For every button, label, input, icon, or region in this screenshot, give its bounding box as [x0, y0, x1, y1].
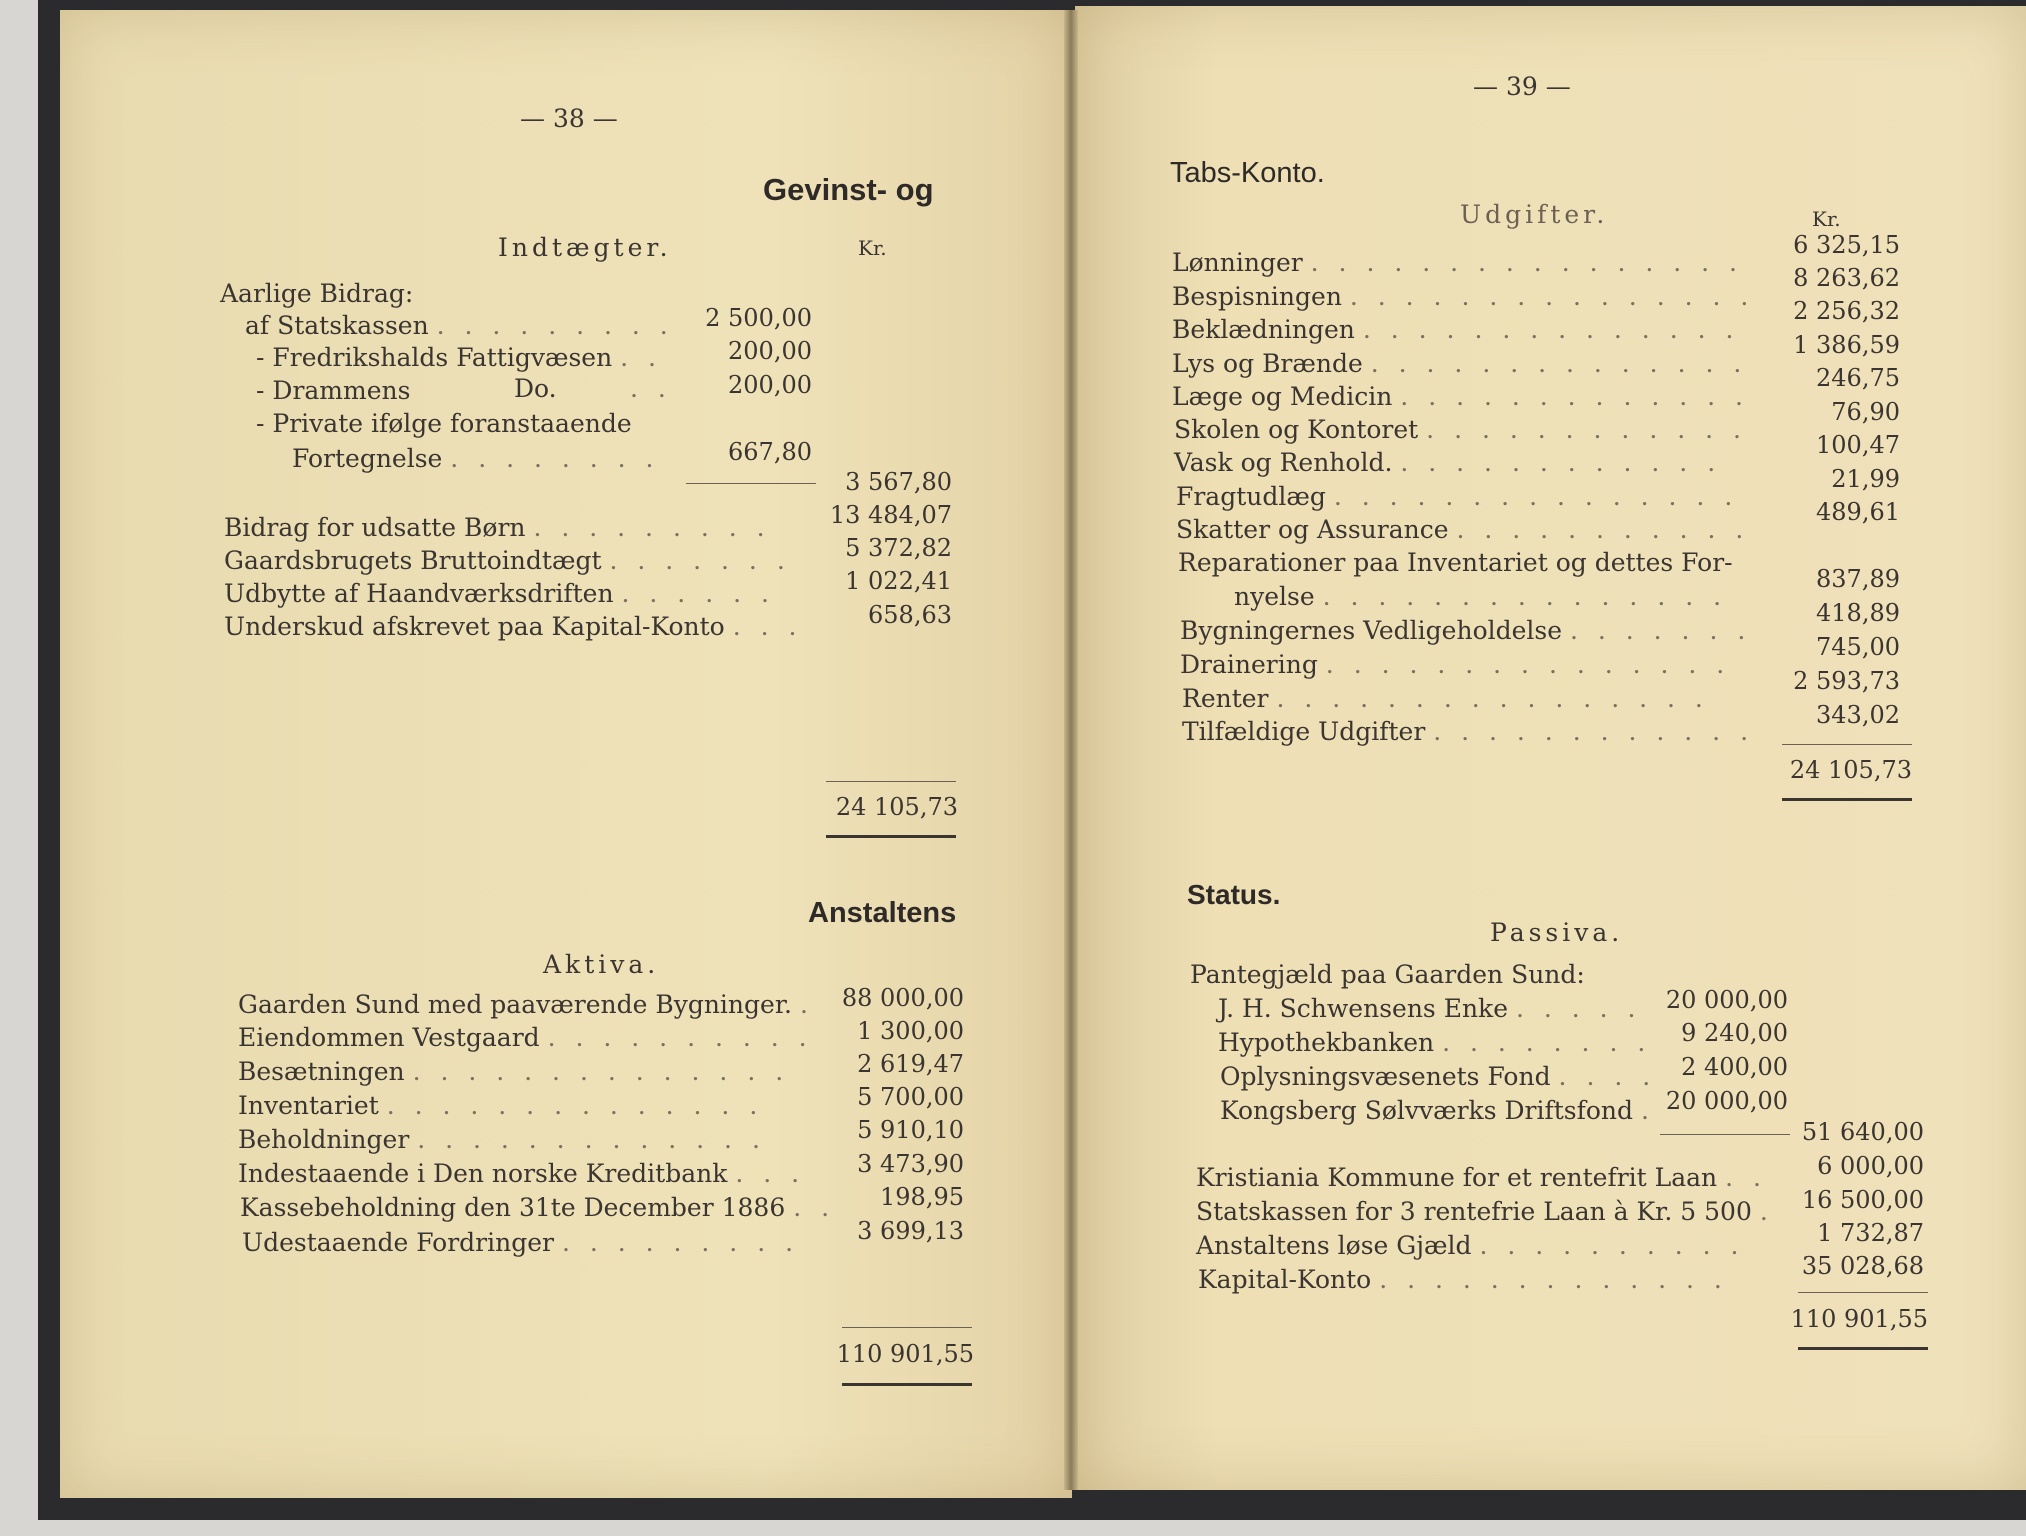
- list-item: Fragtudlæg . . . . . . . . . . . . . . .: [1176, 482, 1739, 511]
- list-item: Reparationer paa Inventariet og dettes For-: [1178, 548, 1733, 577]
- gain-heading: Gevinst- og: [763, 172, 934, 207]
- list-item: Drainering . . . . . . . . . . . . . . .: [1180, 650, 1731, 679]
- amount: 1 732,87: [1817, 1219, 1924, 1247]
- mortgage-subtotal: 51 640,00: [1801, 1118, 1924, 1146]
- total-rule: [1782, 744, 1912, 745]
- amount: 2 256,32: [1793, 297, 1900, 325]
- amount: 1 022,41: [845, 567, 952, 595]
- list-item: Fortegnelse . . . . . . . .: [292, 444, 660, 473]
- list-item: - Private ifølge foranstaaende: [256, 409, 632, 438]
- list-item: Bespisningen . . . . . . . . . . . . . . .: [1172, 282, 1755, 311]
- amount: 88 000,00: [841, 984, 964, 1012]
- dots: . .: [630, 374, 672, 403]
- amount: 418,89: [1816, 599, 1900, 627]
- list-item: Anstaltens løse Gjæld . . . . . . . . . .: [1196, 1231, 1745, 1260]
- amount: 20 000,00: [1665, 1087, 1788, 1115]
- list-item: - Drammens: [256, 376, 411, 405]
- amount: 9 240,00: [1681, 1019, 1788, 1047]
- list-item: Beklædningen . . . . . . . . . . . . . .: [1172, 315, 1740, 344]
- amount: 21,99: [1831, 465, 1900, 493]
- total-rule: [1798, 1292, 1928, 1293]
- list-item: - Fredrikshalds Fattigvæsen . .: [256, 343, 662, 372]
- amount: 837,89: [1816, 565, 1900, 593]
- liabilities-label: Passiva.: [1490, 918, 1624, 947]
- amount: 6 325,15: [1793, 231, 1900, 259]
- list-item: Læge og Medicin . . . . . . . . . . . . .: [1172, 382, 1749, 411]
- list-item: Gaarden Sund med paaværende Bygninger. .: [238, 990, 814, 1019]
- amount: 2 593,73: [1793, 667, 1900, 695]
- amount: 5 910,10: [857, 1116, 964, 1144]
- amount: 20 000,00: [1665, 986, 1788, 1014]
- amount: 667,80: [728, 438, 812, 466]
- double-rule: [1782, 798, 1912, 801]
- list-item: nyelse . . . . . . . . . . . . . . .: [1234, 582, 1728, 611]
- expense-total: 24 105,73: [1789, 756, 1912, 784]
- list-item: Inventariet . . . . . . . . . . . . . .: [238, 1091, 764, 1120]
- list-item: Underskud afskrevet paa Kapital-Konto . . .: [224, 612, 803, 641]
- list-item: Kassebeholdning den 31te December 1886 . .: [240, 1193, 836, 1222]
- list-item: Lønninger . . . . . . . . . . . . . . . .: [1172, 248, 1744, 277]
- income-total: 24 105,73: [835, 793, 958, 821]
- list-item: Gaardsbrugets Bruttoindtægt . . . . . . .: [224, 546, 791, 575]
- right-currency: Kr.: [1812, 207, 1841, 231]
- amount: 200,00: [728, 371, 812, 399]
- amount: 13 484,07: [829, 501, 952, 529]
- right-page-number: — 39 —: [1473, 72, 1571, 101]
- list-item: Skolen og Kontoret . . . . . . . . . . . .: [1174, 415, 1747, 444]
- amount: 1 300,00: [857, 1017, 964, 1045]
- amount: 100,47: [1816, 431, 1900, 459]
- double-rule: [1798, 1347, 1928, 1350]
- list-item: af Statskassen . . . . . . . . .: [245, 311, 674, 340]
- amount: 35 028,68: [1801, 1252, 1924, 1280]
- amount: 6 000,00: [1817, 1152, 1924, 1180]
- amount: 76,90: [1831, 398, 1900, 426]
- list-item: Eiendommen Vestgaard . . . . . . . . . .: [238, 1023, 813, 1052]
- list-item: Kristiania Kommune for et rentefrit Laan . .: [1196, 1163, 1767, 1192]
- institution-heading: Anstaltens: [808, 897, 957, 929]
- amount: 16 500,00: [1801, 1186, 1924, 1214]
- list-item: Indestaaende i Den norske Kreditbank . . .: [238, 1159, 806, 1188]
- amount: 343,02: [1816, 701, 1900, 729]
- annual-contributions-label: Aarlige Bidrag:: [220, 279, 414, 308]
- amount: 489,61: [1816, 498, 1900, 526]
- book-gutter: [1064, 10, 1078, 1490]
- list-item: Kongsberg Sølvværks Driftsfond .: [1220, 1096, 1655, 1125]
- list-item: Beholdninger . . . . . . . . . . . . .: [238, 1125, 766, 1154]
- amount: 2 619,47: [857, 1050, 964, 1078]
- list-item: Kapital-Konto . . . . . . . . . . . . .: [1198, 1265, 1728, 1294]
- list-item: Vask og Renhold. . . . . . . . . . . . .: [1174, 448, 1722, 477]
- ditto-mark: Do.: [514, 374, 557, 403]
- list-item: Udestaaende Fordringer . . . . . . . . .: [242, 1228, 800, 1257]
- list-item: Bygningernes Vedligeholdelse . . . . . . .: [1180, 616, 1752, 645]
- mortgage-label: Pantegjæld paa Gaarden Sund:: [1190, 960, 1585, 989]
- list-item: J. H. Schwensens Enke . . . . .: [1218, 994, 1642, 1023]
- double-rule: [826, 835, 956, 838]
- list-item: Renter . . . . . . . . . . . . . . . .: [1182, 684, 1709, 713]
- list-item: Bidrag for udsatte Børn . . . . . . . . .: [224, 513, 771, 542]
- amount: 5 372,82: [845, 534, 952, 562]
- total-rule: [842, 1327, 972, 1328]
- amount: 2 400,00: [1681, 1053, 1788, 1081]
- loss-heading: Tabs-Konto.: [1170, 157, 1325, 189]
- double-rule: [842, 1383, 972, 1386]
- total-rule: [826, 781, 956, 782]
- subtotal-rule: [1660, 1134, 1790, 1135]
- list-item: Oplysningsvæsenets Fond . . . .: [1220, 1062, 1657, 1091]
- list-item: Statskassen for 3 rentefrie Laan à Kr. 5 500 .: [1196, 1197, 1774, 1226]
- amount: 2 500,00: [705, 304, 812, 332]
- amount: 658,63: [868, 601, 952, 629]
- left-page-number: — 38 —: [520, 104, 618, 133]
- amount: 1 386,59: [1793, 331, 1900, 359]
- status-heading: Status.: [1187, 879, 1281, 910]
- left-currency: Kr.: [858, 236, 887, 260]
- assets-total: 110 901,55: [836, 1340, 974, 1368]
- list-item: Skatter og Assurance . . . . . . . . . . .: [1176, 515, 1750, 544]
- list-item: Lys og Brænde . . . . . . . . . . . . . .: [1172, 349, 1748, 378]
- assets-label: Aktiva.: [543, 950, 660, 979]
- liabilities-total: 110 901,55: [1790, 1305, 1928, 1333]
- amount: 198,95: [880, 1183, 964, 1211]
- amount: 745,00: [1816, 633, 1900, 661]
- amount: 3 473,90: [857, 1150, 964, 1178]
- amount: 200,00: [728, 337, 812, 365]
- list-item: Hypothekbanken . . . . . . . .: [1218, 1028, 1652, 1057]
- contributions-subtotal: 3 567,80: [845, 468, 952, 496]
- subtotal-rule: [686, 483, 816, 484]
- list-item: Udbytte af Haandværksdriften . . . . . .: [224, 579, 775, 608]
- list-item: Besætningen . . . . . . . . . . . . . .: [238, 1057, 790, 1086]
- amount: 5 700,00: [857, 1083, 964, 1111]
- amount: 3 699,13: [857, 1217, 964, 1245]
- income-label: Indtægter.: [498, 233, 672, 262]
- list-item: Tilfældige Udgifter . . . . . . . . . . . .: [1182, 717, 1755, 746]
- expense-label: Udgifter.: [1460, 200, 1609, 229]
- amount: 246,75: [1816, 364, 1900, 392]
- amount: 8 263,62: [1793, 264, 1900, 292]
